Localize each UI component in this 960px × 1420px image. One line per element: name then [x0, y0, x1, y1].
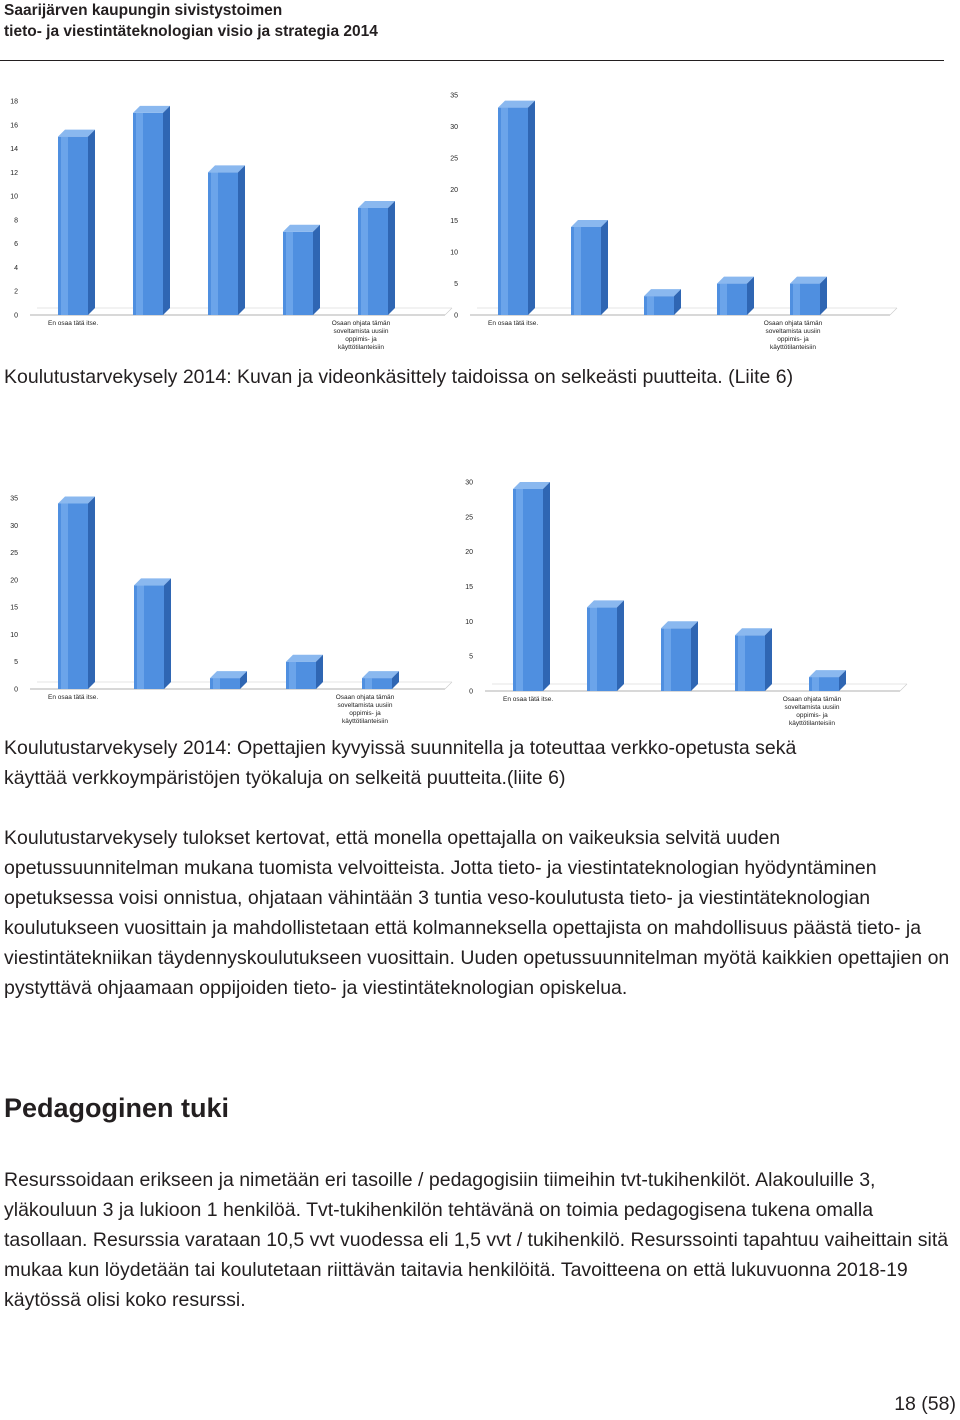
header-rule [0, 60, 944, 61]
x-label-last-line: Osaan ohjata tämän [331, 320, 391, 327]
x-label-last-line: Osaan ohjata tämän [763, 320, 823, 327]
y-tick-label: 20 [10, 577, 18, 585]
y-tick-label: 4 [14, 264, 18, 272]
y-tick-label: 8 [14, 217, 18, 225]
x-label-last-line: soveltamista uusiin [784, 704, 840, 711]
bar-1 [513, 482, 550, 691]
bar-highlight [61, 503, 68, 689]
y-tick-label: 10 [450, 249, 458, 257]
y-tick-label: 10 [10, 193, 18, 201]
bar-side [88, 496, 95, 689]
bar-highlight [289, 662, 296, 689]
y-tick-label: 25 [465, 514, 473, 522]
floor-side-line [900, 684, 907, 691]
bar-highlight [211, 172, 218, 315]
header-line-1: Saarijärven kaupungin sivistystoimen [4, 2, 283, 19]
x-label-last-line: Osaan ohjata tämän [782, 696, 842, 703]
x-label-last-line: oppimis- ja [796, 712, 828, 719]
bar-side [388, 201, 395, 315]
bar-highlight [136, 113, 143, 315]
bar-side [543, 482, 550, 691]
floor-side-line [445, 682, 452, 689]
x-label-first: En osaa tätä itse. [48, 694, 99, 701]
y-tick-label: 14 [10, 146, 18, 154]
bar-side [313, 225, 320, 315]
y-tick-label: 0 [454, 312, 458, 320]
bar-highlight [574, 227, 581, 315]
chart-3 [0, 482, 470, 727]
bar-5 [362, 671, 399, 689]
bar-highlight [647, 296, 654, 315]
x-label-last-line: oppimis- ja [345, 336, 377, 343]
y-tick-label: 30 [10, 522, 18, 530]
bar-side [164, 578, 171, 689]
bar-highlight [664, 628, 671, 691]
y-tick-label: 30 [465, 479, 473, 487]
paragraph-1: Koulutustarvekysely tulokset kertovat, että monella opettajalla on vaikeuksia selvitä uuden opetussuunnitelman mukana tuomista velvoitteista. Jotta tieto- ja viestintateknologian hyödyntäminen opetuksessa voisi onnistua, ohjataan vähintään 3 tuntia veso-koulutusta tieto- ja viestintäteknologian koulutukseen vuosittain ja mahdollistetaan että kolmanneksella opettajista on mahdollisuus päästä tieto- ja viestintätekniikan täydennyskoulutukseen vuosittain. Uuden opetussuunnitelman myötä kaikkien opettajien on pystyttävä ohjaamaan oppijoiden tieto- ja viestintäteknologian opiskelua. [4, 827, 950, 999]
y-tick-label: 35 [10, 495, 18, 503]
bar-side [691, 621, 698, 691]
caption-2-line-1: Koulutustarvekysely 2014: Opettajien kyvyissä suunnitella ja toteuttaa verkko-opetusta sekä [4, 737, 797, 759]
bar-5 [809, 670, 846, 691]
x-label-first: En osaa tätä itse. [503, 696, 554, 703]
y-tick-label: 20 [450, 186, 458, 194]
bar-highlight [812, 677, 819, 691]
floor-side-line [890, 308, 897, 315]
y-tick-label: 5 [469, 653, 473, 661]
x-label-last-line: käyttötilanteisiin [770, 344, 816, 351]
bar-side [528, 101, 535, 315]
bar-side [163, 106, 170, 315]
y-tick-label: 6 [14, 241, 18, 249]
y-tick-label: 15 [10, 604, 18, 612]
y-tick-label: 5 [14, 659, 18, 667]
bar-2 [134, 578, 171, 689]
y-tick-label: 18 [10, 98, 18, 106]
y-tick-label: 25 [10, 550, 18, 558]
caption-2-line-2: käyttää verkkoympäristöjen työkaluja on selkeitä puutteita.(liite 6) [4, 767, 566, 789]
bar-highlight [793, 284, 800, 315]
bar-side [88, 130, 95, 315]
bar-4 [735, 628, 772, 691]
y-tick-label: 20 [465, 549, 473, 557]
y-tick-label: 10 [465, 618, 473, 626]
x-label-last-line: soveltamista uusiin [765, 328, 821, 335]
y-tick-label: 16 [10, 122, 18, 130]
x-label-last-line: oppimis- ja [777, 336, 809, 343]
bar-highlight [720, 284, 727, 315]
caption-1: Koulutustarvekysely 2014: Kuvan ja videonkäsittely taidoissa on selkeästi puutteita. (Liite 6) [4, 366, 794, 388]
bar-2 [571, 220, 608, 315]
x-label-first: En osaa tätä itse. [48, 320, 99, 327]
bar-highlight [361, 208, 368, 315]
bar-1 [58, 130, 95, 315]
bar-2 [133, 106, 170, 315]
bar-5 [358, 201, 395, 315]
bar-highlight [137, 585, 144, 689]
bar-highlight [501, 108, 508, 315]
y-tick-label: 12 [10, 169, 18, 177]
chart-2 [445, 85, 925, 355]
bar-1 [498, 101, 535, 315]
bar-highlight [61, 137, 68, 315]
page-number: 18 (58) [894, 1393, 956, 1415]
bar-4 [283, 225, 320, 315]
bar-highlight [365, 678, 372, 689]
bar-side [617, 600, 624, 691]
x-label-last-line: oppimis- ja [349, 710, 381, 717]
bar-3 [661, 621, 698, 691]
bar-highlight [590, 607, 597, 691]
y-tick-label: 0 [14, 686, 18, 694]
bar-3 [208, 165, 245, 315]
paragraph-2: Resurssoidaan erikseen ja nimetään eri tasoille / pedagogisiin tiimeihin tvt-tukihenkilöt. Alakouluille 3, yläkouluun 3 ja lukioon 1 henkilöä. Tvt-tukihenkilön tehtävänä on toimia pedagogisena tukena omalla tasollaan. Resurssia varataan 10,5 vvt vuodessa eli 1,5 vvt / tukihenkilö. Resurssointi tapahtuu vaiheittain sitä mukaa kun löydetään tai koulutetaan riittävän taitavia henkilöitä. Tavoitteena on että lukuvuonna 2018-19 käytössä olisi koko resurssi. [4, 1169, 949, 1311]
y-tick-label: 0 [14, 312, 18, 320]
x-label-last-line: Osaan ohjata tämän [335, 694, 395, 701]
bar-5 [790, 277, 827, 315]
header-line-2: tieto- ja viestintäteknologian visio ja strategia 2014 [4, 23, 378, 40]
bar-2 [587, 600, 624, 691]
x-label-last-line: käyttötilanteisiin [789, 720, 835, 727]
y-tick-label: 5 [454, 281, 458, 289]
bar-4 [717, 277, 754, 315]
bar-highlight [516, 489, 523, 691]
bar-side [238, 165, 245, 315]
bar-3 [210, 671, 247, 689]
y-tick-label: 15 [450, 218, 458, 226]
bar-1 [58, 496, 95, 689]
bar-side [765, 628, 772, 691]
chart-4 [455, 472, 935, 727]
y-tick-label: 25 [450, 155, 458, 163]
section-heading: Pedagoginen tuki [4, 1093, 230, 1123]
y-tick-label: 35 [450, 92, 458, 100]
bar-highlight [213, 678, 220, 689]
bar-3 [644, 289, 681, 315]
bar-4 [286, 655, 323, 689]
bar-highlight [286, 232, 293, 315]
x-label-last-line: soveltamista uusiin [333, 328, 389, 335]
y-tick-label: 15 [465, 584, 473, 591]
bar-highlight [738, 635, 745, 691]
y-tick-label: 10 [10, 631, 18, 639]
bar-side [601, 220, 608, 315]
y-tick-label: 2 [14, 288, 18, 296]
x-label-first: En osaa tätä itse. [488, 320, 539, 327]
y-tick-label: 0 [469, 688, 473, 696]
running-header [4, 0, 944, 42]
x-label-last-line: käyttötilanteisiin [342, 718, 388, 725]
x-label-last-line: käyttötilanteisiin [338, 344, 384, 351]
chart-1 [0, 85, 470, 355]
y-tick-label: 30 [450, 123, 458, 131]
x-label-last-line: soveltamista uusiin [337, 702, 393, 709]
